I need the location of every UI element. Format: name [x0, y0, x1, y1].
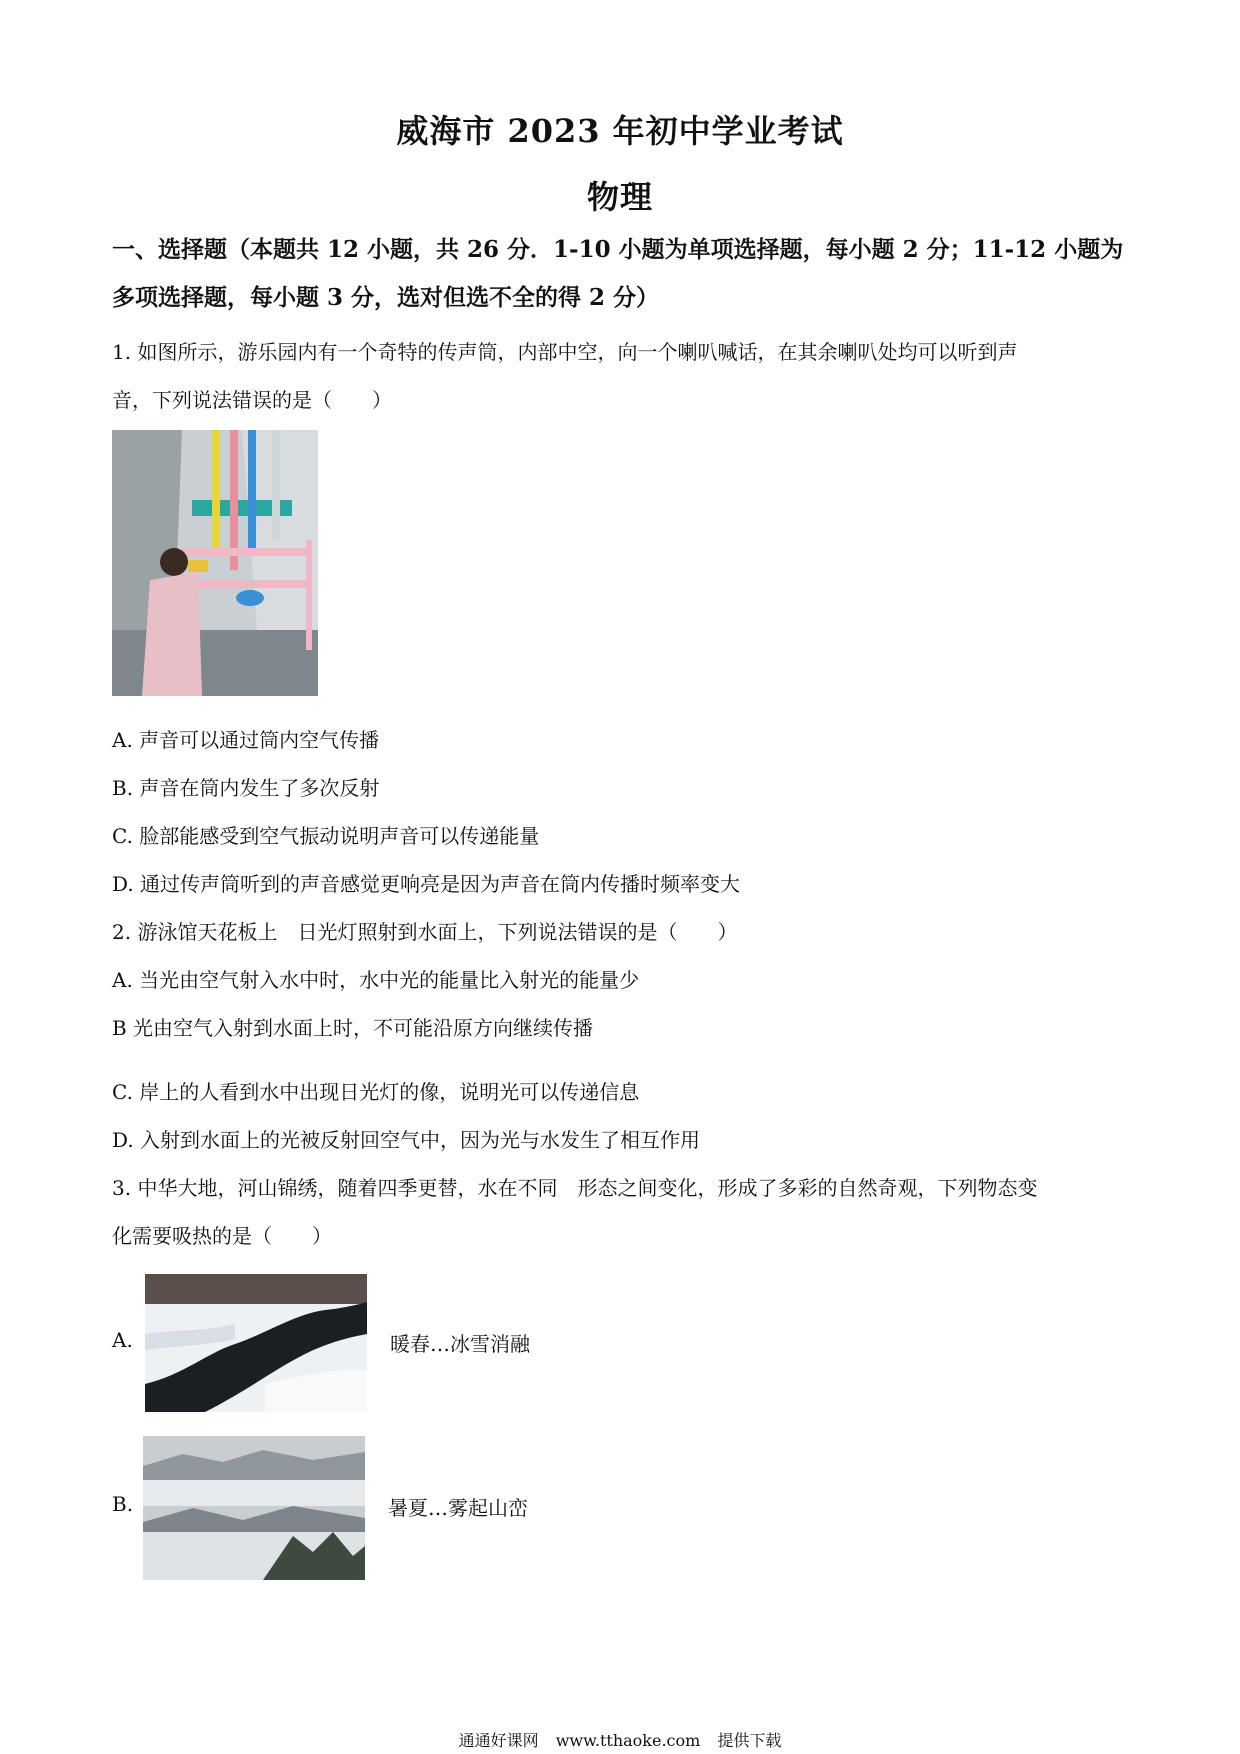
q2-option-c: C. 岸上的人看到水中出现日光灯的像，说明光可以传递信息 [112, 1080, 640, 1104]
q1-stem-line2: 音，下列说法错误的是（ ） [112, 388, 392, 412]
q1-option-c: C. 脸部能感受到空气振动说明声音可以传递能量 [112, 824, 540, 848]
footer-site-name: 通通好课网 [458, 1731, 539, 1750]
q3-option-a-letter: A. [112, 1328, 133, 1352]
subject-title: 物理 [586, 178, 653, 216]
q1-option-b: B. 声音在筒内发生了多次反射 [112, 776, 380, 800]
q3-stem-line1: 3. 中华大地，河山锦绣，随着四季更替，水在不同 形态之间变化，形成了多彩的自然奇观，下列物态变 [112, 1176, 1038, 1200]
q3-option-a-snow-melting-photo [145, 1274, 367, 1412]
q3-option-b-mountain-fog-photo [143, 1436, 365, 1580]
section-heading-line2: 多项选择题，每小题 3 分，选对但选不全的得 2 分） [112, 284, 660, 311]
q3-option-a-caption: 暖春…冰雪消融 [390, 1332, 530, 1356]
section-heading-line1: 一、选择题（本题共 12 小题，共 26 分．1-10 小题为单项选择题，每小题 2 分；11-12 小题为 [112, 236, 1124, 263]
footer-note: 提供下载 [717, 1731, 782, 1750]
q1-stem-line1: 1. 如图所示，游乐园内有一个奇特的传声筒，内部中空，向一个喇叭喊话，在其余喇叭处均可以听到声 [112, 340, 1018, 364]
q3-option-b-caption: 暑夏…雾起山峦 [388, 1496, 528, 1520]
page-footer [0, 1728, 1240, 1751]
exam-title: 威海市 2023 年初中学业考试 [396, 112, 844, 150]
q2-stem: 2. 游泳馆天花板上 日光灯照射到水面上，下列说法错误的是（ ） [112, 920, 738, 944]
q1-option-d: D. 通过传声筒听到的声音感觉更响亮是因为声音在筒内传播时频率变大 [112, 872, 741, 896]
q2-option-d: D. 入射到水面上的光被反射回空气中，因为光与水发生了相互作用 [112, 1128, 701, 1152]
q2-option-a: A. 当光由空气射入水中时，水中光的能量比入射光的能量少 [112, 968, 640, 992]
q1-speaking-tube-photo [112, 430, 318, 696]
q1-option-a: A. 声音可以通过筒内空气传播 [112, 728, 380, 752]
q3-stem-line2: 化需要吸热的是（ ） [112, 1224, 332, 1248]
q2-option-b: B 光由空气入射到水面上时，不可能沿原方向继续传播 [112, 1016, 594, 1040]
q3-option-b-letter: B. [112, 1492, 134, 1516]
footer-url[interactable]: www.tthaoke.com [555, 1731, 701, 1750]
